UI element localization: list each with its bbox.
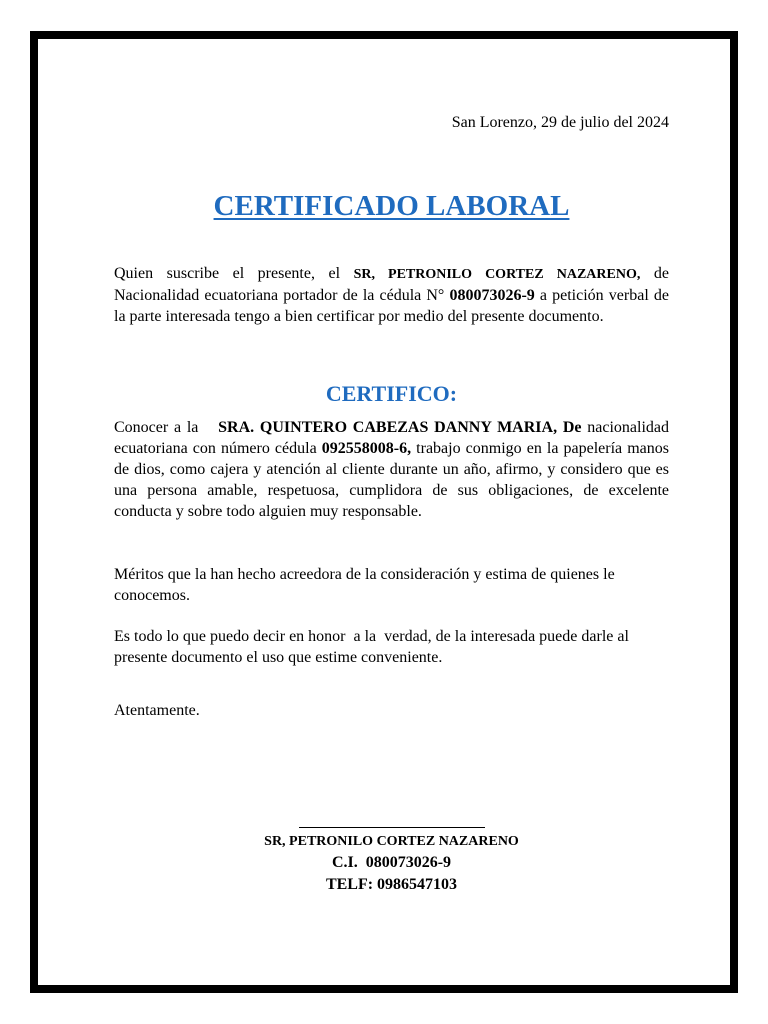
signature-block <box>114 827 669 896</box>
cert-text-3: trabajo conmigo en la papelería manos de dios, como cajera y atención al cliente durante un año, afirmo, y considero que es una persona amable, respetuosa, cumplidora de sus obligaciones, de excelente conducta y sobre todo alguien muy responsable. <box>114 440 670 520</box>
signature-id: C.I. 080073026-9 <box>331 854 452 871</box>
document-page <box>30 31 738 993</box>
signature-line <box>299 827 485 828</box>
employee-id: 092558008-6, <box>321 440 412 457</box>
intro-text-1: Quien suscribe el presente, el <box>114 265 354 282</box>
cert-text-2: nacionalidad ecuatoriana con número cédula <box>114 419 669 457</box>
merits-paragraph: Méritos que la han hecho acreedora de la consideración y estima de quienes le conocemos. <box>114 566 615 604</box>
intro-paragraph <box>114 263 669 327</box>
signer-id: 080073026-9 <box>449 287 535 304</box>
signature-name: SR, PETRONILO CORTEZ NAZARENO <box>264 834 519 849</box>
sign-off: Atentamente. <box>114 702 200 719</box>
document-title: CERTIFICADO LABORAL <box>213 190 570 222</box>
certifico-heading: CERTIFICO: <box>325 381 458 406</box>
intro-text-2: de Nacionalidad ecuatoriana portador de la cédula N° <box>114 265 669 304</box>
certification-paragraph <box>114 417 669 522</box>
date-line: San Lorenzo, 29 de julio del 2024 <box>451 114 669 131</box>
cert-text-1: Conocer a la <box>114 419 199 436</box>
signer-name: SR, PETRONILO CORTEZ NAZARENO, <box>353 267 641 282</box>
intro-text-3: a petición verbal de la parte interesada tengo a bien certificar por medio del presente documento. <box>114 287 669 325</box>
employee-name: SRA. QUINTERO CABEZAS DANNY MARIA, De <box>218 419 582 436</box>
closing-paragraph: Es todo lo que puedo decir en honor a la verdad, de la interesada puede darle al presente documento el uso que estime conveniente. <box>114 628 633 666</box>
signature-phone: TELF: 0986547103 <box>325 876 458 893</box>
